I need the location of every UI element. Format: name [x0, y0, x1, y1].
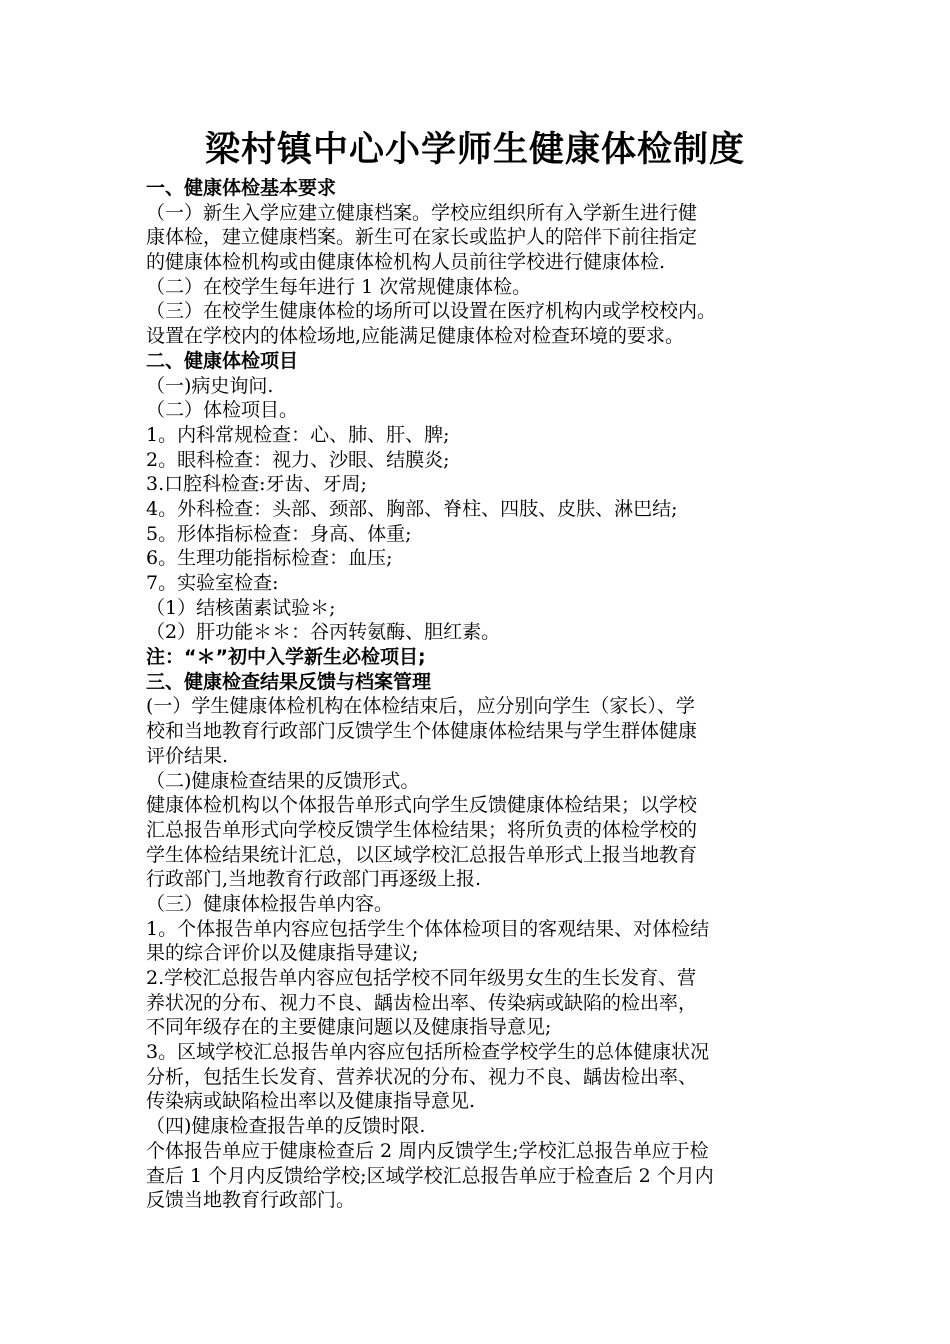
- text-line: 2。眼科检查：视力、沙眼、结膜炎;: [146, 448, 450, 471]
- section-heading: 一、健康体检基本要求: [146, 177, 337, 199]
- text-line: 不同年级存在的主要健康问题以及健康指导意见;: [146, 1016, 552, 1039]
- text-line: （1）结核菌素试验＊;: [146, 596, 336, 619]
- text-line: 个体报告单应于健康检查后 2 周内反馈学生;学校汇总报告单应于检: [146, 1139, 709, 1162]
- text-line: 5。形体指标检查：身高、体重;: [146, 522, 412, 545]
- text-line: （一)病史询问.: [146, 374, 274, 397]
- document-body: [146, 176, 816, 1213]
- text-line: （2）肝功能＊＊：谷丙转氨酶、胆红素。: [146, 621, 501, 644]
- text-line: 行政部门,当地教育行政部门再逐级上报.: [146, 868, 482, 891]
- text-line: 2.学校汇总报告单内容应包括学校不同年级男女生的生长发育、营: [146, 967, 697, 989]
- text-line: 评价结果.: [146, 744, 229, 767]
- text-line: 分析，包括生长发育、营养状况的分布、视力不良、龋齿检出率、: [146, 1065, 698, 1088]
- text-line: 6。生理功能指标检查：血压;: [146, 547, 393, 570]
- text-line: （一）新生入学应建立健康档案。学校应组织所有入学新生进行健: [146, 201, 698, 224]
- page-title: 梁村镇中心小学师生健康体检制度: [204, 130, 745, 170]
- text-line: 查后 1 个月内反馈给学校;区域学校汇总报告单应于检查后 2 个月内: [146, 1164, 714, 1187]
- text-line: 3.口腔科检查:牙齿、牙周;: [146, 473, 367, 496]
- text-line: （二)健康检查结果的反馈形式。: [146, 769, 420, 792]
- text-line: 7。实验室检查:: [146, 572, 279, 594]
- text-line: 康体检，建立健康档案。新生可在家长或监护人的陪伴下前往指定: [146, 226, 698, 249]
- text-line: （二）体检项目。: [146, 399, 299, 422]
- text-line: 养状况的分布、视力不良、龋齿检出率、传染病或缺陷的检出率，: [146, 991, 698, 1014]
- text-line: （四)健康检查报告单的反馈时限.: [146, 1115, 426, 1138]
- section-heading: 注：“＊”初中入学新生必检项目;: [146, 646, 426, 669]
- section-heading: 二、健康体检项目: [146, 349, 299, 372]
- text-line: （三）健康体检报告单内容。: [146, 892, 394, 915]
- text-line: 3。区域学校汇总报告单内容应包括所检查学校学生的总体健康状况: [146, 1041, 710, 1064]
- text-line: 健康体检机构以个体报告单形式向学生反馈健康体检结果；以学校: [146, 794, 698, 817]
- text-line: 设置在学校内的体检场地,应能满足健康体检对检查环境的要求。: [146, 325, 685, 348]
- text-line: 1。内科常规检查：心、肺、肝、脾;: [146, 423, 450, 446]
- text-line: 的健康体检机构或由健康体检机构人员前往学校进行健康体检.: [146, 251, 666, 274]
- text-line: 果的综合评价以及健康指导建议;: [146, 942, 419, 965]
- text-line: 传染病或缺陷检出率以及健康指导意见.: [146, 1090, 476, 1113]
- text-line: （二）在校学生每年进行 1 次常规健康体检。: [146, 275, 532, 298]
- text-line: 校和当地教育行政部门反馈学生个体健康体检结果与学生群体健康: [146, 720, 698, 743]
- text-line: (一）学生健康体检机构在体检结束后，应分别向学生（家长）、学: [146, 695, 695, 718]
- text-line: 1。个体报告单内容应包括学生个体体检项目的客观结果、对体检结: [146, 917, 710, 940]
- section-heading: 三、健康检查结果反馈与档案管理: [146, 670, 432, 693]
- text-line: 学生体检结果统计汇总，以区域学校汇总报告单形式上报当地教育: [146, 843, 698, 866]
- text-line: 反馈当地教育行政部门。: [146, 1189, 356, 1212]
- text-line: （三）在校学生健康体检的场所可以设置在医疗机构内或学校校内。: [146, 300, 717, 323]
- text-line: 4。外科检查：头部、颈部、胸部、脊柱、四肢、皮肤、淋巴结;: [146, 497, 678, 520]
- text-line: 汇总报告单形式向学校反馈学生体检结果；将所负责的体检学校的: [146, 818, 698, 841]
